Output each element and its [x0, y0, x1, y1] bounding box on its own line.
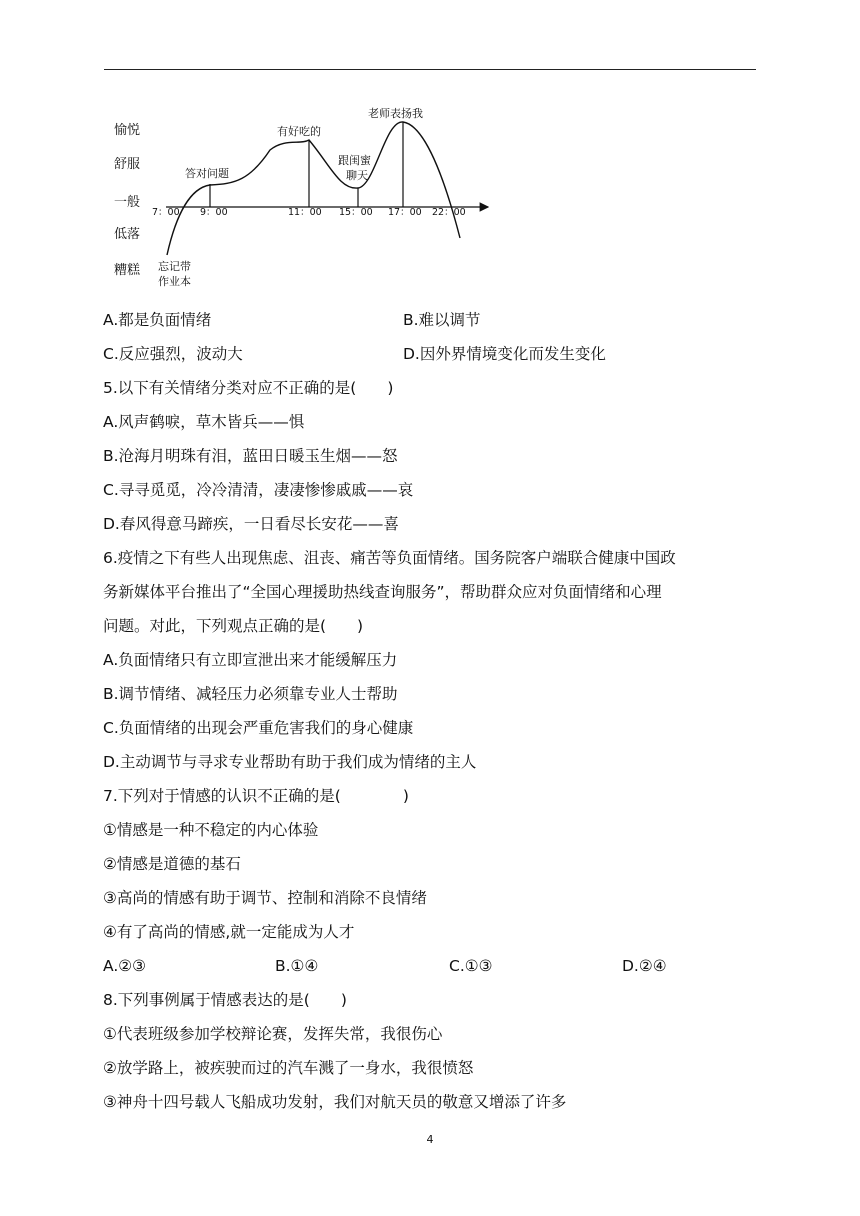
q4-option-a: A.都是负面情绪 [103, 311, 212, 329]
x-tick-label: 17：00 [388, 207, 422, 218]
annotation-label: 老师表扬我 [368, 107, 423, 120]
q5-option-b: B.沧海月明珠有泪，蓝田日暖玉生烟——怒 [103, 447, 398, 465]
y-level-label: 舒服 [114, 157, 141, 172]
q6-option-d: D.主动调节与寻求专业帮助有助于我们成为情绪的主人 [103, 753, 477, 771]
annotation-label: 答对问题 [185, 167, 229, 180]
q6-option-b: B.调节情绪、减轻压力必须靠专业人士帮助 [103, 685, 398, 703]
q4-option-c: C.反应强烈，波动大 [103, 345, 243, 363]
y-level-label: 一般 [114, 195, 141, 210]
header-rule [104, 69, 756, 70]
q4-option-d: D.因外界情境变化而发生变化 [403, 345, 606, 363]
emotion-curve [167, 122, 460, 255]
q7-stem: 7.下列对于情感的认识不正确的是( ) [103, 787, 409, 805]
annotation-label: 跟闺蜜 聊天 [338, 154, 371, 182]
y-level-label: 低落 [114, 227, 141, 242]
y-level-label: 糟糕 [114, 263, 141, 278]
x-tick-label: 11：00 [288, 207, 322, 218]
q8-statement-1: ①代表班级参加学校辩论赛，发挥失常，我很伤心 [103, 1025, 443, 1043]
q7-option-a: A.②③ [103, 957, 147, 975]
q7-statement-1: ①情感是一种不稳定的内心体验 [103, 821, 319, 839]
q6-stem-line: 问题。对此，下列观点正确的是( ) [103, 617, 364, 635]
q7-option-b: B.①④ [275, 957, 319, 975]
q7-statement-2: ②情感是道德的基石 [103, 855, 241, 873]
q6-stem-line: 务新媒体平台推出了“全国心理援助热线查询服务”，帮助群众应对负面情绪和心理 [103, 583, 662, 601]
q4-option-b: B.难以调节 [403, 311, 481, 329]
q7-option-d: D.②④ [622, 957, 667, 975]
q5-option-c: C.寻寻觅觅，冷冷清清，凄凄惨惨戚戚——哀 [103, 481, 414, 499]
q5-option-a: A.风声鹤唳，草木皆兵——惧 [103, 413, 305, 431]
q7-statement-4: ④有了高尚的情感,就一定能成为人才 [103, 923, 355, 941]
y-level-label: 愉悦 [114, 123, 141, 138]
q6-option-a: A.负面情绪只有立即宣泄出来才能缓解压力 [103, 651, 398, 669]
q8-stem: 8.下列事例属于情感表达的是( ) [103, 991, 347, 1009]
q5-stem: 5.以下有关情绪分类对应不正确的是( ) [103, 379, 394, 397]
page-number: 4 [426, 1133, 434, 1146]
x-tick-label: 15：00 [339, 207, 373, 218]
q7-statement-3: ③高尚的情感有助于调节、控制和消除不良情绪 [103, 889, 427, 907]
x-tick-label: 7：00 [152, 207, 180, 218]
annotation-label: 忘记带 作业本 [158, 260, 191, 288]
x-tick-label: 9：00 [200, 207, 228, 218]
q8-statement-2: ②放学路上，被疾驶而过的汽车溅了一身水，我很愤怒 [103, 1059, 474, 1077]
q6-stem-line: 6.疫情之下有些人出现焦虑、沮丧、痛苦等负面情绪。国务院客户端联合健康中国政 [103, 549, 676, 567]
q7-option-c: C.①③ [449, 957, 493, 975]
emotion-chart [100, 100, 500, 300]
q6-option-c: C.负面情绪的出现会严重危害我们的身心健康 [103, 719, 414, 737]
annotation-label: 有好吃的 [277, 125, 321, 138]
x-tick-label: 22：00 [432, 207, 466, 218]
q5-option-d: D.春风得意马蹄疾，一日看尽长安花——喜 [103, 515, 399, 533]
q8-statement-3: ③神舟十四号载人飞船成功发射，我们对航天员的敬意又增添了许多 [103, 1093, 567, 1111]
